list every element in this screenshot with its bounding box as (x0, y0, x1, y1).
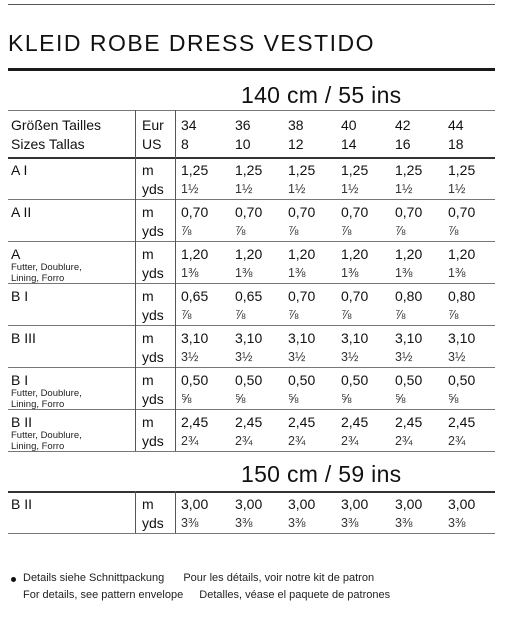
unit-yds: yds (142, 307, 164, 323)
yard-value: 3½ (288, 350, 306, 364)
row-rule (8, 533, 495, 534)
yard-value: 1½ (448, 182, 466, 196)
yard-value: ⅞ (341, 224, 352, 238)
unit-yds: yds (142, 181, 164, 197)
column-divider (175, 241, 176, 283)
eur-size: 38 (288, 117, 304, 133)
column-divider (175, 157, 176, 199)
meter-value: 3,10 (395, 330, 423, 346)
meter-value: 1,20 (288, 246, 316, 262)
meter-value: 3,10 (341, 330, 369, 346)
column-divider (135, 241, 136, 283)
footer-note-es: Detalles, véase el paquete de patrones (199, 589, 391, 601)
unit-m: m (142, 246, 154, 262)
yard-value: 1⅜ (181, 266, 199, 280)
meter-value: 0,70 (341, 204, 369, 220)
unit-m: m (142, 288, 154, 304)
eur-size: 40 (341, 117, 357, 133)
piece-label: B I (11, 372, 29, 388)
yard-value: 3⅜ (448, 516, 466, 530)
yard-value: ⅝ (181, 392, 192, 406)
meter-value: 1,20 (181, 246, 209, 262)
yard-value: ⅞ (181, 308, 192, 322)
column-divider (175, 409, 176, 451)
meter-value: 1,20 (235, 246, 263, 262)
yard-value: ⅝ (235, 392, 246, 406)
eur-size: 44 (448, 117, 464, 133)
footer-line-2 (12, 588, 390, 602)
row-rule (8, 199, 495, 200)
us-size: 14 (341, 136, 357, 152)
yard-value: 1⅜ (288, 266, 306, 280)
yard-value: 3½ (341, 350, 359, 364)
title-rule (8, 68, 495, 71)
meter-value: 2,45 (341, 414, 369, 430)
piece-label: B III (11, 330, 36, 346)
meter-value: 3,00 (341, 496, 369, 512)
sizes-label-2: Sizes Tallas (11, 136, 85, 152)
meter-value: 3,00 (448, 496, 476, 512)
fabric-width-heading: 140 cm / 55 ins (241, 82, 402, 108)
row-rule (8, 241, 495, 242)
yard-value: ⅝ (448, 392, 459, 406)
yard-value: 3½ (395, 350, 413, 364)
meter-value: 0,70 (181, 204, 209, 220)
unit-m: m (142, 162, 154, 178)
row-rule (8, 367, 495, 368)
yard-value: 1½ (181, 182, 199, 196)
meter-value: 1,20 (395, 246, 423, 262)
yard-value: 3½ (181, 350, 199, 364)
piece-sublabel: Futter, Doublure, (11, 430, 82, 441)
meter-value: 0,65 (235, 288, 263, 304)
piece-label: B II (11, 414, 33, 430)
yard-value: 2¾ (181, 434, 199, 448)
yard-value: ⅞ (395, 224, 406, 238)
fabric-width-heading: 150 cm / 59 ins (241, 461, 402, 487)
piece-sublabel: Lining, Forro (11, 399, 65, 410)
meter-value: 1,25 (448, 162, 476, 178)
column-divider (135, 110, 136, 157)
unit-yds: yds (142, 391, 164, 407)
unit-m: m (142, 414, 154, 430)
meter-value: 1,25 (235, 162, 263, 178)
yard-value: ⅞ (181, 224, 192, 238)
yard-value: 1½ (341, 182, 359, 196)
column-divider (135, 409, 136, 451)
yard-value: 3⅜ (235, 516, 253, 530)
yard-value: ⅝ (288, 392, 299, 406)
yard-value: 3⅜ (341, 516, 359, 530)
meter-value: 0,80 (395, 288, 423, 304)
top-rule (8, 4, 495, 5)
piece-sublabel: Lining, Forro (11, 441, 65, 452)
yard-value: ⅞ (448, 224, 459, 238)
column-divider (175, 491, 176, 533)
unit-m: m (142, 496, 154, 512)
yard-value: ⅝ (341, 392, 352, 406)
meter-value: 0,50 (448, 372, 476, 388)
meter-value: 3,10 (235, 330, 263, 346)
row-rule (8, 451, 495, 452)
header-bottom-rule (8, 157, 495, 159)
unit-yds: yds (142, 265, 164, 281)
meter-value: 0,70 (341, 288, 369, 304)
unit-m: m (142, 204, 154, 220)
footer-note-fr: Pour les détails, voir notre kit de patron (183, 572, 375, 584)
unit-yds: yds (142, 515, 164, 531)
us-size: 8 (181, 136, 189, 152)
yard-value: 3½ (448, 350, 466, 364)
eur-size: 42 (395, 117, 411, 133)
meter-value: 0,70 (395, 204, 423, 220)
yard-value: ⅝ (395, 392, 406, 406)
column-divider (175, 283, 176, 325)
yard-value: 1½ (235, 182, 253, 196)
yard-value: ⅞ (235, 224, 246, 238)
meter-value: 3,00 (235, 496, 263, 512)
meter-value: 0,70 (448, 204, 476, 220)
meter-value: 2,45 (181, 414, 209, 430)
yard-value: 1½ (395, 182, 413, 196)
column-divider (135, 325, 136, 367)
us-size: 16 (395, 136, 411, 152)
footer-note-de: Details siehe Schnittpackung (23, 572, 165, 584)
meter-value: 2,45 (448, 414, 476, 430)
yard-value: ⅞ (235, 308, 246, 322)
piece-label: B II (11, 496, 33, 512)
eur-size: 34 (181, 117, 197, 133)
piece-sublabel: Lining, Forro (11, 273, 65, 284)
meter-value: 1,25 (395, 162, 423, 178)
meter-value: 0,80 (448, 288, 476, 304)
meter-value: 1,20 (341, 246, 369, 262)
yard-value: 3⅜ (288, 516, 306, 530)
meter-value: 3,10 (288, 330, 316, 346)
meter-value: 3,00 (395, 496, 423, 512)
meter-value: 0,50 (235, 372, 263, 388)
yard-value: ⅞ (341, 308, 352, 322)
yard-value: ⅞ (395, 308, 406, 322)
yard-value: 3⅜ (395, 516, 413, 530)
meter-value: 0,70 (235, 204, 263, 220)
yard-value: 2¾ (341, 434, 359, 448)
unit-m: m (142, 372, 154, 388)
us-size: 18 (448, 136, 464, 152)
meter-value: 0,50 (341, 372, 369, 388)
yard-value: 1⅜ (395, 266, 413, 280)
us-size: 12 (288, 136, 304, 152)
unit-m: m (142, 330, 154, 346)
column-divider (175, 110, 176, 157)
meter-value: 3,00 (181, 496, 209, 512)
piece-label: A (11, 246, 21, 262)
yard-value: 2¾ (235, 434, 253, 448)
yard-value: ⅞ (288, 224, 299, 238)
yard-value: 2¾ (395, 434, 413, 448)
unit-yds: yds (142, 349, 164, 365)
yard-value: 2¾ (448, 434, 466, 448)
section-rule (8, 491, 495, 493)
meter-value: 1,25 (181, 162, 209, 178)
column-divider (135, 283, 136, 325)
footer-note-en: For details, see pattern envelope (23, 589, 184, 601)
unit-yds: yds (142, 433, 164, 449)
unit-yds: yds (142, 223, 164, 239)
meter-value: 3,00 (288, 496, 316, 512)
yard-value: 1⅜ (235, 266, 253, 280)
eur-label: Eur (142, 117, 164, 133)
meter-value: 1,25 (288, 162, 316, 178)
footer-line-1 (12, 571, 374, 585)
piece-sublabel: Futter, Doublure, (11, 262, 82, 273)
yard-value: 2¾ (288, 434, 306, 448)
meter-value: 0,65 (181, 288, 209, 304)
row-rule (8, 325, 495, 326)
meter-value: 0,70 (288, 288, 316, 304)
column-divider (135, 199, 136, 241)
sizes-label-1: Größen Tailles (11, 117, 102, 133)
piece-label: B I (11, 288, 29, 304)
meter-value: 3,10 (181, 330, 209, 346)
column-divider (135, 157, 136, 199)
meter-value: 2,45 (288, 414, 316, 430)
column-divider (175, 199, 176, 241)
yard-value: ⅞ (288, 308, 299, 322)
column-divider (175, 325, 176, 367)
meter-value: 0,50 (395, 372, 423, 388)
piece-sublabel: Futter, Doublure, (11, 388, 82, 399)
meter-value: 1,25 (341, 162, 369, 178)
header-top-rule (8, 110, 495, 111)
piece-label: A I (11, 162, 28, 178)
column-divider (135, 367, 136, 409)
yard-value: 3½ (235, 350, 253, 364)
eur-size: 36 (235, 117, 251, 133)
yard-value: 1⅜ (448, 266, 466, 280)
row-rule (8, 283, 495, 284)
meter-value: 2,45 (395, 414, 423, 430)
meter-value: 1,20 (448, 246, 476, 262)
meter-value: 0,50 (288, 372, 316, 388)
column-divider (135, 491, 136, 533)
yard-value: 1½ (288, 182, 306, 196)
meter-value: 0,70 (288, 204, 316, 220)
meter-value: 2,45 (235, 414, 263, 430)
row-rule (8, 409, 495, 410)
us-label: US (142, 136, 162, 152)
column-divider (175, 367, 176, 409)
meter-value: 0,50 (181, 372, 209, 388)
meter-value: 3,10 (448, 330, 476, 346)
piece-label: A II (11, 204, 32, 220)
yard-value: 3⅜ (181, 516, 199, 530)
page-title: KLEID ROBE DRESS VESTIDO (8, 30, 376, 56)
us-size: 10 (235, 136, 251, 152)
yard-value: 1⅜ (341, 266, 359, 280)
yard-value: ⅞ (448, 308, 459, 322)
